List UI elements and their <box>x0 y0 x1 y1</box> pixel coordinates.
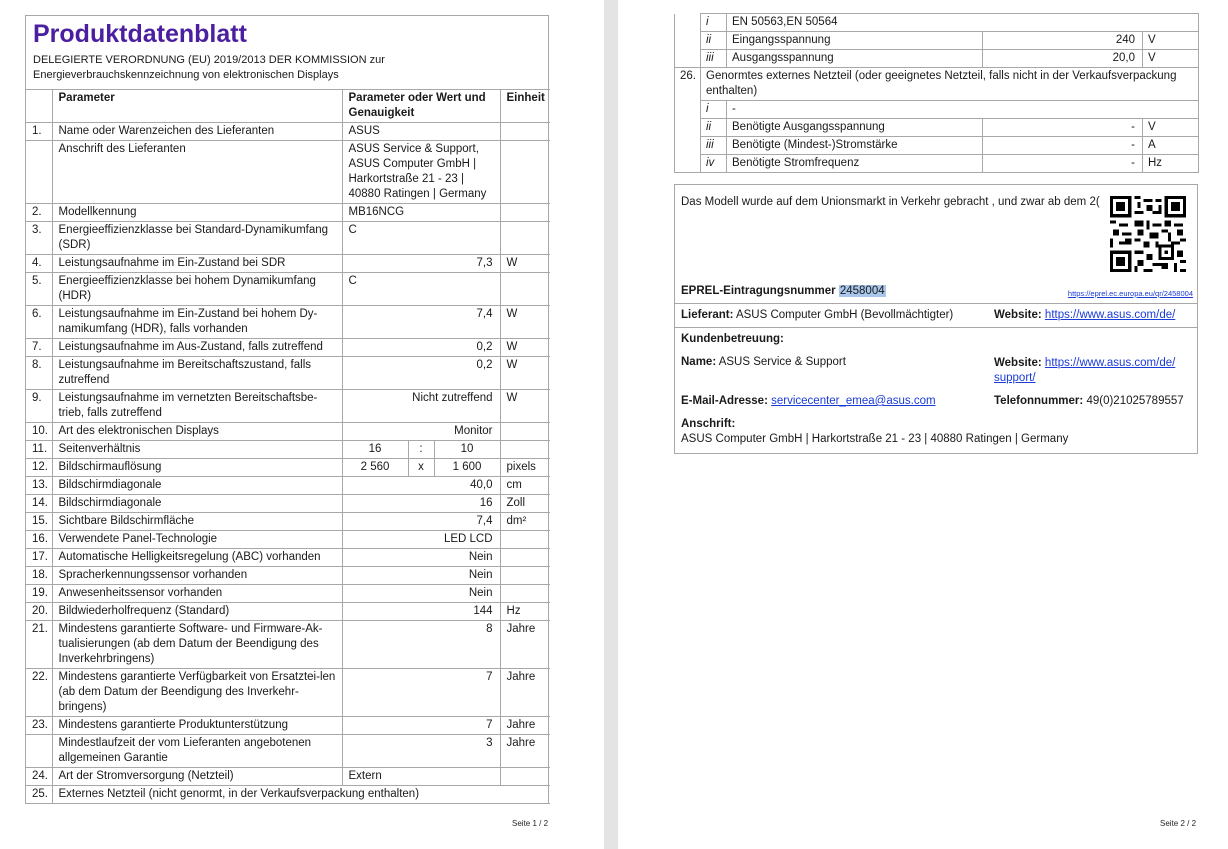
supplier-label: Lieferant: <box>681 309 734 321</box>
row-value-b: 1 600 <box>434 459 500 477</box>
page-footer: Seite 1 / 2 <box>512 819 549 828</box>
row-number: 16. <box>26 531 52 549</box>
row-value: - <box>983 119 1143 137</box>
table-row <box>26 204 550 222</box>
row-parameter: Art des elektronischen Displays <box>52 423 342 441</box>
parameter-table <box>26 89 550 804</box>
row-unit: cm <box>500 477 550 495</box>
row-number <box>675 155 701 173</box>
row-value: - <box>983 155 1143 173</box>
row-parameter: Modellkennung <box>52 204 342 222</box>
row-parameter: Automatische Helligkeitsregelung (ABC) vorhanden <box>52 549 342 567</box>
row-number <box>675 137 701 155</box>
email-link[interactable]: servicecenter_emea@asus.com <box>771 395 936 407</box>
eprel-number[interactable]: 2458004 <box>839 285 885 297</box>
table-row <box>26 459 550 477</box>
table-row <box>26 423 550 441</box>
row-parameter: Mindestens garantierte Software- und Firmware-Ak-tualisierungen (ab dem Datum der Beendigung des Inverkehrbringens) <box>52 621 342 669</box>
row-value: Extern <box>342 768 500 786</box>
row-number: 21. <box>26 621 52 669</box>
row-number: 11. <box>26 441 52 459</box>
header-unit: Einheit <box>500 90 550 123</box>
row-parameter: Mindestens garantierte Verfügbarkeit von Ersatztei-len (ab dem Datum der Beendigung des Inverkehr-bringens) <box>52 669 342 717</box>
row-number <box>26 141 52 204</box>
row-unit <box>500 423 550 441</box>
row-unit: pixels <box>500 459 550 477</box>
row-unit: W <box>500 255 550 273</box>
row-parameter: Benötigte Ausgangsspannung <box>727 119 983 137</box>
row-number <box>675 14 701 32</box>
row-parameter: Leistungsaufnahme im Bereitschaftszustand, falls zutreffend <box>52 357 342 390</box>
row-unit <box>500 531 550 549</box>
supplier-value: ASUS Computer GmbH (Bevollmächtigter) <box>735 309 954 321</box>
table-row <box>675 101 1199 119</box>
datasheet-frame-continued <box>674 13 1198 173</box>
row-number: 18. <box>26 567 52 585</box>
website-row <box>994 309 1191 321</box>
row-parameter: Spracherkennungssensor vorhanden <box>52 567 342 585</box>
row-unit <box>500 273 550 306</box>
row-parameter: Mindestlaufzeit der vom Lieferanten angebotenen allgemeinen Garantie <box>52 735 342 768</box>
row-value: - <box>983 137 1143 155</box>
email-label: E-Mail-Adresse: <box>681 395 768 407</box>
row-parameter: Energieeffizienzklasse bei Standard-Dynamikumfang (SDR) <box>52 222 342 255</box>
row-number <box>26 735 52 768</box>
row-unit: Hz <box>500 603 550 621</box>
page-footer: Seite 2 / 2 <box>1160 819 1197 828</box>
row-value: 7,3 <box>342 255 500 273</box>
row-value: Nein <box>342 567 500 585</box>
row-number <box>675 119 701 137</box>
row-parameter: Externes Netzteil (nicht genormt, in der Verkaufsverpackung enthalten) <box>52 786 550 804</box>
table-row <box>26 567 550 585</box>
row-number <box>675 50 701 68</box>
row-value-separator: x <box>408 459 434 477</box>
row-parameter: Verwendete Panel-Technologie <box>52 531 342 549</box>
website-link[interactable]: https://www.asus.com/de/ <box>1044 309 1176 321</box>
table-row <box>26 441 550 459</box>
row-number: 5. <box>26 273 52 306</box>
row-value: Nicht zutreffend <box>342 390 500 423</box>
row-unit: Hz <box>1143 155 1199 173</box>
row-unit <box>500 204 550 222</box>
customer-support-heading: Kundenbetreuung: <box>681 333 784 345</box>
row-value: 7 <box>342 717 500 735</box>
table-row <box>675 137 1199 155</box>
header-parameter: Parameter <box>52 90 342 123</box>
support-website-link-continued[interactable]: support/ <box>994 372 1036 384</box>
divider <box>675 327 1197 328</box>
row-number: 24. <box>26 768 52 786</box>
table-row <box>675 155 1199 173</box>
address-value: ASUS Computer GmbH | Harkortstraße 21 - 23 | 40880 Ratingen | Germany <box>681 433 1069 445</box>
row-parameter: - <box>727 101 1199 119</box>
row-roman: iii <box>701 137 727 155</box>
table-row <box>26 717 550 735</box>
phone-row <box>994 395 1191 407</box>
table-header-row <box>26 90 550 123</box>
datasheet-frame <box>25 15 549 804</box>
table-row <box>26 735 550 768</box>
row-value: 0,2 <box>342 357 500 390</box>
table-row <box>26 141 550 204</box>
table-row <box>26 123 550 141</box>
datasheet-page-2 <box>618 0 1228 849</box>
row-parameter: Seitenverhältnis <box>52 441 342 459</box>
row-unit: Jahre <box>500 735 550 768</box>
support-website-row <box>994 356 1191 386</box>
support-website-label: Website: <box>994 357 1042 369</box>
row-number: 2. <box>26 204 52 222</box>
row-unit: W <box>500 357 550 390</box>
row-number: 23. <box>26 717 52 735</box>
row-parameter: Leistungsaufnahme im Ein-Zustand bei hohem Dy-namikumfang (HDR), falls vorhanden <box>52 306 342 339</box>
phone-value: 49(0)21025789557 <box>1086 395 1184 407</box>
row-number: 9. <box>26 390 52 423</box>
row-unit: Jahre <box>500 621 550 669</box>
row-parameter: Ausgangsspannung <box>727 50 983 68</box>
power-supply-table <box>674 13 1199 173</box>
row-unit <box>500 222 550 255</box>
market-placement-text: Das Modell wurde auf dem Unionsmarkt in Verkehr gebracht , und zwar ab dem 2( <box>681 196 1100 208</box>
row-unit: W <box>500 339 550 357</box>
row-parameter: Leistungsaufnahme im Aus-Zustand, falls zutreffend <box>52 339 342 357</box>
table-row <box>26 357 550 390</box>
row-unit <box>500 585 550 603</box>
row-number: 15. <box>26 513 52 531</box>
table-row <box>26 477 550 495</box>
table-row <box>26 273 550 306</box>
table-row <box>26 786 550 804</box>
row-parameter: Leistungsaufnahme im vernetzten Bereitschaftsbe-trieb, falls zutreffend <box>52 390 342 423</box>
table-row <box>675 119 1199 137</box>
eprel-url-link[interactable]: https://eprel.ec.europa.eu/qr/2458004 <box>1067 289 1193 298</box>
row-value-a: 2 560 <box>342 459 408 477</box>
divider <box>675 303 1197 304</box>
table-row <box>675 50 1199 68</box>
phone-label: Telefonnummer: <box>994 395 1084 407</box>
row-number: 26. <box>675 68 701 101</box>
row-number: 4. <box>26 255 52 273</box>
row-roman: i <box>701 14 727 32</box>
table-row <box>675 32 1199 50</box>
table-row <box>675 68 1199 101</box>
row-value: Nein <box>342 585 500 603</box>
row-value: 3 <box>342 735 500 768</box>
row-unit <box>500 141 550 204</box>
row-value: LED LCD <box>342 531 500 549</box>
row-number: 13. <box>26 477 52 495</box>
header-nr <box>26 90 52 123</box>
row-value: ASUS <box>342 123 500 141</box>
row-number: 19. <box>26 585 52 603</box>
row-value: MB16NCG <box>342 204 500 222</box>
row-parameter: Bildschirmdiagonale <box>52 477 342 495</box>
table-row <box>26 603 550 621</box>
row-parameter: Genormtes externes Netzteil (oder geeignetes Netzteil, falls nicht in der Verkaufsverpackung enthalten) <box>701 68 1199 101</box>
row-parameter: Anwesenheitssensor vorhanden <box>52 585 342 603</box>
row-number: 25. <box>26 786 52 804</box>
row-parameter: Sichtbare Bildschirmfläche <box>52 513 342 531</box>
row-value: ASUS Service & Support, ASUS Computer GmbH | Harkortstraße 21 - 23 | 40880 Ratingen | Germany <box>342 141 500 204</box>
row-value: Monitor <box>342 423 500 441</box>
row-parameter: Leistungsaufnahme im Ein-Zustand bei SDR <box>52 255 342 273</box>
row-roman: iv <box>701 155 727 173</box>
row-parameter: Energieeffizienzklasse bei hohem Dynamikumfang (HDR) <box>52 273 342 306</box>
header-value: Parameter oder Wert und Genauigkeit <box>342 90 500 123</box>
row-parameter: Eingangsspannung <box>727 32 983 50</box>
table-row <box>26 495 550 513</box>
row-unit: A <box>1143 137 1199 155</box>
row-value: 7,4 <box>342 513 500 531</box>
row-number: 7. <box>26 339 52 357</box>
row-parameter: Anschrift des Lieferanten <box>52 141 342 204</box>
row-unit: V <box>1143 119 1199 137</box>
row-unit: W <box>500 306 550 339</box>
name-value: ASUS Service & Support <box>718 356 846 368</box>
row-parameter: Art der Stromversorgung (Netzteil) <box>52 768 342 786</box>
row-number: 10. <box>26 423 52 441</box>
website-label: Website: <box>994 309 1042 321</box>
row-number: 12. <box>26 459 52 477</box>
row-unit: V <box>1143 32 1199 50</box>
row-roman: iii <box>701 50 727 68</box>
table-row <box>26 621 550 669</box>
table-row <box>26 339 550 357</box>
row-number: 22. <box>26 669 52 717</box>
name-label: Name: <box>681 356 717 368</box>
row-value: 0,2 <box>342 339 500 357</box>
row-roman: ii <box>701 32 727 50</box>
row-parameter: Benötigte Stromfrequenz <box>727 155 983 173</box>
row-value-b: 10 <box>434 441 500 459</box>
row-unit: Jahre <box>500 669 550 717</box>
row-value: 240 <box>983 32 1143 50</box>
row-unit: V <box>1143 50 1199 68</box>
table-row <box>26 768 550 786</box>
row-value: 40,0 <box>342 477 500 495</box>
row-number <box>675 32 701 50</box>
row-value: 20,0 <box>983 50 1143 68</box>
row-number: 14. <box>26 495 52 513</box>
row-value: 7,4 <box>342 306 500 339</box>
row-number: 1. <box>26 123 52 141</box>
supplier-info-box <box>674 184 1198 454</box>
row-unit <box>500 123 550 141</box>
row-roman: ii <box>701 119 727 137</box>
row-unit: Jahre <box>500 717 550 735</box>
table-row <box>26 390 550 423</box>
table-row <box>26 669 550 717</box>
table-row <box>26 531 550 549</box>
row-value: 7 <box>342 669 500 717</box>
regulation-subtitle: DELEGIERTE VERORDNUNG (EU) 2019/2013 DER KOMMISSION zur Energieverbrauchskennzeichnung von elektronischen Displays <box>33 54 385 81</box>
row-parameter: Bildschirmdiagonale <box>52 495 342 513</box>
eprel-label: EPREL-Eintragungsnummer <box>681 285 836 297</box>
datasheet-page-1 <box>0 0 604 849</box>
row-unit <box>500 549 550 567</box>
row-parameter: Bildschirmauflösung <box>52 459 342 477</box>
row-roman: i <box>701 101 727 119</box>
row-value: 16 <box>342 495 500 513</box>
row-unit <box>500 441 550 459</box>
row-value-separator: : <box>408 441 434 459</box>
support-website-link[interactable]: https://www.asus.com/de/ <box>1044 357 1176 369</box>
row-number: 8. <box>26 357 52 390</box>
row-value: Nein <box>342 549 500 567</box>
row-parameter: EN 50563,EN 50564 <box>727 14 1199 32</box>
row-number: 17. <box>26 549 52 567</box>
row-parameter: Mindestens garantierte Produktunterstützung <box>52 717 342 735</box>
row-value: 144 <box>342 603 500 621</box>
row-parameter: Name oder Warenzeichen des Lieferanten <box>52 123 342 141</box>
row-number: 3. <box>26 222 52 255</box>
row-unit <box>500 567 550 585</box>
table-row <box>26 306 550 339</box>
row-unit: dm² <box>500 513 550 531</box>
row-unit: Zoll <box>500 495 550 513</box>
row-number: 20. <box>26 603 52 621</box>
row-unit: W <box>500 390 550 423</box>
row-value: 8 <box>342 621 500 669</box>
table-row <box>26 222 550 255</box>
row-value: C <box>342 222 500 255</box>
row-value-a: 16 <box>342 441 408 459</box>
row-parameter: Benötigte (Mindest-)Stromstärke <box>727 137 983 155</box>
table-row <box>26 549 550 567</box>
page-title: Produktdatenblatt <box>33 20 247 48</box>
row-unit <box>500 768 550 786</box>
row-number: 6. <box>26 306 52 339</box>
row-parameter: Bildwiederholfrequenz (Standard) <box>52 603 342 621</box>
qr-code-icon[interactable] <box>1110 196 1186 272</box>
address-label: Anschrift: <box>681 418 736 430</box>
row-number <box>675 101 701 119</box>
table-row <box>675 14 1199 32</box>
row-value: C <box>342 273 500 306</box>
table-row <box>26 513 550 531</box>
table-row <box>26 255 550 273</box>
table-row <box>26 585 550 603</box>
